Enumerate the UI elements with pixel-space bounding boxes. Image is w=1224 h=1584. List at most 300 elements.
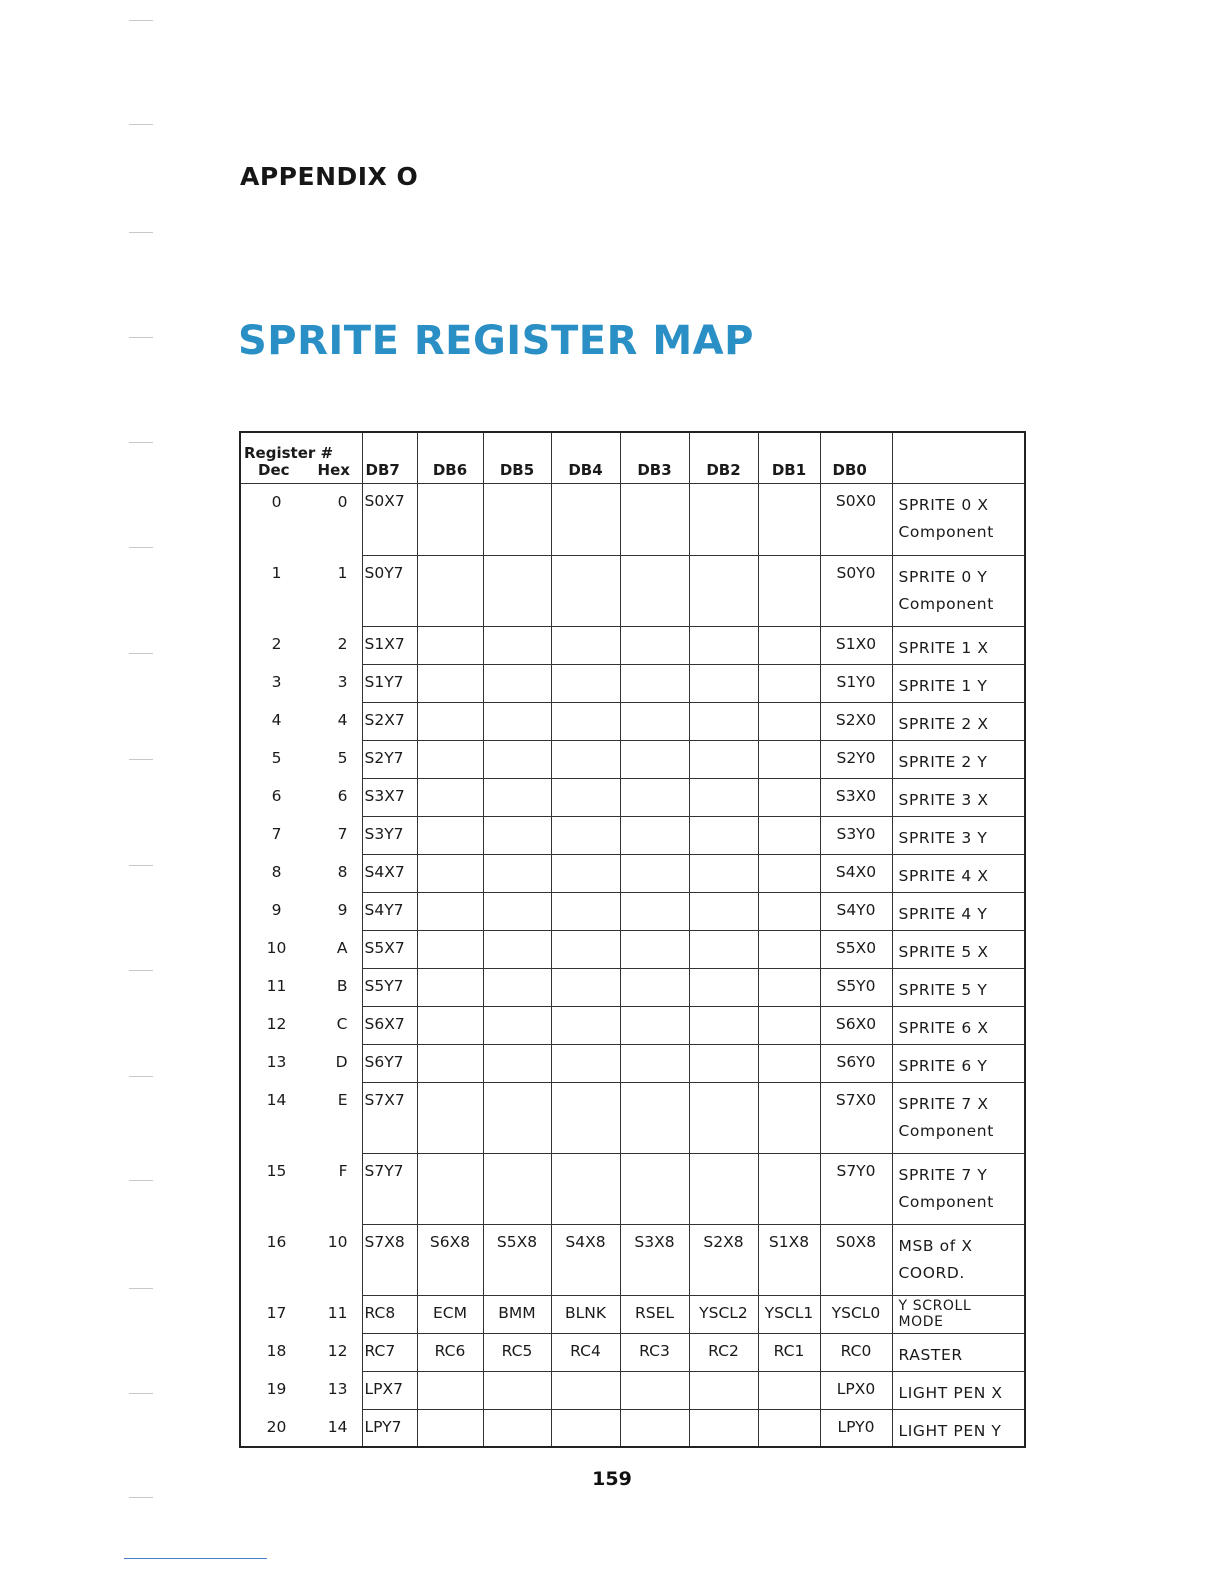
bit-cell bbox=[483, 1409, 551, 1447]
description-line: SPRITE 3 X bbox=[898, 790, 989, 809]
bit-cell bbox=[551, 484, 620, 556]
edge-mark bbox=[129, 865, 153, 866]
bit-cell bbox=[483, 854, 551, 892]
bit-cell bbox=[551, 664, 620, 702]
bit-cell bbox=[689, 816, 758, 854]
bit-cell bbox=[758, 1371, 820, 1409]
bit-cell bbox=[758, 778, 820, 816]
description-line: SPRITE 7 X bbox=[898, 1094, 989, 1113]
description-line: Y SCROLL bbox=[898, 1297, 972, 1314]
bit-cell bbox=[483, 930, 551, 968]
register-hex: 12 bbox=[327, 1342, 348, 1360]
bit-cell bbox=[758, 626, 820, 664]
description-line: SPRITE 5 Y bbox=[898, 980, 988, 999]
bit-cell: S3X8 bbox=[620, 1224, 689, 1295]
bit-cell: S0X8 bbox=[820, 1224, 892, 1295]
edge-mark bbox=[129, 442, 153, 443]
bit-cell bbox=[417, 484, 483, 556]
bit-cell: S2X7 bbox=[362, 702, 417, 740]
bit-cell bbox=[483, 816, 551, 854]
bit-cell: S2X0 bbox=[820, 702, 892, 740]
description-line: SPRITE 4 Y bbox=[898, 904, 988, 923]
bit-cell: S1X7 bbox=[362, 626, 417, 664]
register-hex: 2 bbox=[337, 635, 348, 653]
edge-mark bbox=[129, 20, 153, 21]
bit-cell bbox=[417, 1153, 483, 1224]
register-hex: C bbox=[336, 1015, 348, 1033]
register-description bbox=[892, 968, 1025, 1006]
register-description bbox=[892, 816, 1025, 854]
hex-label: Hex bbox=[317, 461, 350, 479]
register-dec: 3 bbox=[240, 664, 312, 702]
bit-cell: S1X8 bbox=[758, 1224, 820, 1295]
bit-cell bbox=[689, 1409, 758, 1447]
register-dec: 20 bbox=[240, 1409, 312, 1447]
description-line: SPRITE 6 X bbox=[898, 1018, 989, 1037]
bit-cell: RC4 bbox=[551, 1333, 620, 1371]
bit-header: DB1 bbox=[758, 432, 820, 484]
bit-cell: BMM bbox=[483, 1295, 551, 1333]
register-hex: B bbox=[336, 977, 348, 995]
table-row bbox=[240, 778, 1025, 816]
bit-cell bbox=[551, 1006, 620, 1044]
register-description bbox=[892, 930, 1025, 968]
register-dec: 2 bbox=[240, 626, 312, 664]
bit-cell bbox=[417, 854, 483, 892]
edge-mark bbox=[129, 124, 153, 125]
bit-cell bbox=[483, 1371, 551, 1409]
description-line-2: COORD. bbox=[898, 1263, 965, 1282]
register-description bbox=[892, 892, 1025, 930]
register-description bbox=[892, 1224, 1025, 1295]
edge-mark bbox=[129, 653, 153, 654]
register-description bbox=[892, 1082, 1025, 1153]
bit-cell bbox=[417, 702, 483, 740]
bit-cell bbox=[620, 1409, 689, 1447]
bit-cell: S7Y0 bbox=[820, 1153, 892, 1224]
bit-header: DB2 bbox=[689, 432, 758, 484]
register-dec: 10 bbox=[240, 930, 312, 968]
bit-cell: S7X0 bbox=[820, 1082, 892, 1153]
bit-cell bbox=[483, 555, 551, 626]
table-row bbox=[240, 968, 1025, 1006]
register-description bbox=[892, 664, 1025, 702]
register-description bbox=[892, 626, 1025, 664]
table-row bbox=[240, 816, 1025, 854]
appendix-heading: APPENDIX O bbox=[240, 162, 419, 191]
register-hex: 8 bbox=[337, 863, 348, 881]
bit-cell: LPX0 bbox=[820, 1371, 892, 1409]
description-line: RASTER bbox=[898, 1345, 963, 1364]
bit-cell bbox=[758, 1044, 820, 1082]
table-row bbox=[240, 740, 1025, 778]
bit-cell bbox=[551, 555, 620, 626]
bit-header: DB4 bbox=[551, 432, 620, 484]
bit-cell: RC2 bbox=[689, 1333, 758, 1371]
bit-cell: S3Y7 bbox=[362, 816, 417, 854]
bit-cell bbox=[551, 1044, 620, 1082]
bit-cell bbox=[758, 740, 820, 778]
edge-mark bbox=[129, 970, 153, 971]
bit-cell: RC3 bbox=[620, 1333, 689, 1371]
bit-cell bbox=[689, 740, 758, 778]
register-dec: 6 bbox=[240, 778, 312, 816]
bit-cell: YSCL2 bbox=[689, 1295, 758, 1333]
register-description bbox=[892, 1295, 1025, 1333]
bit-cell: RC0 bbox=[820, 1333, 892, 1371]
bit-cell: RC5 bbox=[483, 1333, 551, 1371]
bit-cell: S4X7 bbox=[362, 854, 417, 892]
bit-cell bbox=[620, 1371, 689, 1409]
bit-cell: S6X7 bbox=[362, 1006, 417, 1044]
register-hex: E bbox=[337, 1091, 348, 1109]
bit-cell bbox=[758, 702, 820, 740]
register-dec: 7 bbox=[240, 816, 312, 854]
register-hex: 9 bbox=[337, 901, 348, 919]
edge-mark bbox=[129, 547, 153, 548]
bit-cell bbox=[620, 892, 689, 930]
bit-cell: S2X8 bbox=[689, 1224, 758, 1295]
register-description bbox=[892, 1153, 1025, 1224]
bit-cell: RSEL bbox=[620, 1295, 689, 1333]
bit-cell: S3X7 bbox=[362, 778, 417, 816]
register-hex: 13 bbox=[327, 1380, 348, 1398]
description-line: SPRITE 0 Y bbox=[898, 567, 988, 586]
bit-cell bbox=[551, 854, 620, 892]
bit-cell: S1X0 bbox=[820, 626, 892, 664]
register-hex: 3 bbox=[337, 673, 348, 691]
table-row bbox=[240, 930, 1025, 968]
bit-cell: BLNK bbox=[551, 1295, 620, 1333]
bit-cell bbox=[551, 702, 620, 740]
bit-cell: S5X7 bbox=[362, 930, 417, 968]
table-row bbox=[240, 555, 1025, 626]
bit-cell: YSCL0 bbox=[820, 1295, 892, 1333]
bit-cell bbox=[483, 892, 551, 930]
description-line: SPRITE 3 Y bbox=[898, 828, 988, 847]
description-line-2: Component bbox=[898, 523, 994, 541]
table-row bbox=[240, 702, 1025, 740]
bit-cell bbox=[689, 892, 758, 930]
table-row bbox=[240, 626, 1025, 664]
register-description bbox=[892, 1409, 1025, 1447]
edge-mark bbox=[129, 232, 153, 233]
bit-cell: RC6 bbox=[417, 1333, 483, 1371]
bit-cell: LPY0 bbox=[820, 1409, 892, 1447]
bit-cell: S4Y7 bbox=[362, 892, 417, 930]
bit-cell: S3X0 bbox=[820, 778, 892, 816]
bit-cell: S0Y7 bbox=[362, 555, 417, 626]
bit-cell bbox=[758, 854, 820, 892]
bit-cell bbox=[620, 740, 689, 778]
bit-cell bbox=[758, 968, 820, 1006]
edge-mark bbox=[129, 759, 153, 760]
register-dec: 12 bbox=[240, 1006, 312, 1044]
edge-mark bbox=[129, 1288, 153, 1289]
register-hex: F bbox=[338, 1162, 348, 1180]
bit-cell bbox=[689, 626, 758, 664]
register-dec: 17 bbox=[240, 1295, 312, 1333]
description-line-2: MODE bbox=[898, 1313, 944, 1330]
bit-cell bbox=[417, 740, 483, 778]
bit-cell bbox=[689, 555, 758, 626]
bit-cell bbox=[620, 664, 689, 702]
bit-cell bbox=[483, 1082, 551, 1153]
bit-cell: YSCL1 bbox=[758, 1295, 820, 1333]
bit-cell bbox=[758, 1006, 820, 1044]
register-description bbox=[892, 1333, 1025, 1371]
table-row bbox=[240, 1006, 1025, 1044]
table-row bbox=[240, 854, 1025, 892]
bit-cell bbox=[620, 1044, 689, 1082]
bit-cell: S3Y0 bbox=[820, 816, 892, 854]
bit-cell bbox=[483, 484, 551, 556]
bit-cell bbox=[551, 626, 620, 664]
bit-cell bbox=[483, 626, 551, 664]
bit-cell: RC8 bbox=[362, 1295, 417, 1333]
description-line: LIGHT PEN X bbox=[898, 1383, 1003, 1402]
bit-cell bbox=[620, 1082, 689, 1153]
bit-cell bbox=[417, 1006, 483, 1044]
edge-mark bbox=[129, 337, 153, 338]
bit-cell: S2Y0 bbox=[820, 740, 892, 778]
bit-cell bbox=[417, 1409, 483, 1447]
bit-cell bbox=[417, 1082, 483, 1153]
bit-cell: S1Y7 bbox=[362, 664, 417, 702]
register-dec: 19 bbox=[240, 1371, 312, 1409]
register-hex: 4 bbox=[337, 711, 348, 729]
description-line: SPRITE 4 X bbox=[898, 866, 989, 885]
bit-cell bbox=[417, 816, 483, 854]
register-description bbox=[892, 1044, 1025, 1082]
register-dec: 1 bbox=[240, 555, 312, 626]
bit-cell bbox=[417, 1371, 483, 1409]
description-line-2: Component bbox=[898, 1192, 994, 1211]
bit-cell bbox=[620, 968, 689, 1006]
register-hex: 11 bbox=[327, 1304, 348, 1322]
bit-cell: RC1 bbox=[758, 1333, 820, 1371]
bit-cell bbox=[758, 555, 820, 626]
description-line-2: Component bbox=[898, 1121, 994, 1140]
description-line: SPRITE 5 X bbox=[898, 942, 989, 961]
page-number: 159 bbox=[592, 1468, 632, 1490]
bit-cell bbox=[551, 816, 620, 854]
bit-cell: S7X8 bbox=[362, 1224, 417, 1295]
bit-cell bbox=[483, 702, 551, 740]
bit-cell bbox=[551, 1371, 620, 1409]
register-description bbox=[892, 702, 1025, 740]
edge-mark bbox=[129, 1497, 153, 1498]
bit-header: DB3 bbox=[620, 432, 689, 484]
register-hex: 5 bbox=[337, 749, 348, 767]
register-dec: 4 bbox=[240, 702, 312, 740]
register-hex: 0 bbox=[337, 493, 348, 511]
table-body bbox=[240, 484, 1025, 1448]
bit-cell bbox=[758, 664, 820, 702]
register-hex: 6 bbox=[337, 787, 348, 805]
bit-cell bbox=[689, 1153, 758, 1224]
bit-cell bbox=[483, 1006, 551, 1044]
register-description bbox=[892, 778, 1025, 816]
bit-header: DB5 bbox=[483, 432, 551, 484]
bit-cell: S6Y7 bbox=[362, 1044, 417, 1082]
bit-cell bbox=[620, 702, 689, 740]
edge-mark bbox=[129, 1180, 153, 1181]
bit-cell bbox=[551, 1082, 620, 1153]
bit-cell bbox=[483, 778, 551, 816]
register-description bbox=[892, 1006, 1025, 1044]
register-column-header bbox=[240, 432, 362, 484]
bit-cell bbox=[483, 1044, 551, 1082]
bit-cell bbox=[551, 740, 620, 778]
bit-cell bbox=[620, 778, 689, 816]
bit-cell: LPX7 bbox=[362, 1371, 417, 1409]
bit-cell bbox=[620, 1153, 689, 1224]
bit-cell bbox=[417, 626, 483, 664]
bit-cell bbox=[689, 484, 758, 556]
register-hex: A bbox=[336, 939, 348, 957]
bit-cell: S7Y7 bbox=[362, 1153, 417, 1224]
bit-cell bbox=[417, 555, 483, 626]
register-label: Register # bbox=[244, 444, 334, 462]
bit-cell: RC7 bbox=[362, 1333, 417, 1371]
bit-cell: S4Y0 bbox=[820, 892, 892, 930]
register-description bbox=[892, 484, 1025, 556]
bit-cell bbox=[417, 1044, 483, 1082]
table-row bbox=[240, 664, 1025, 702]
bit-cell bbox=[483, 664, 551, 702]
bit-cell bbox=[758, 1409, 820, 1447]
bit-cell: S4X0 bbox=[820, 854, 892, 892]
table-row bbox=[240, 1295, 1025, 1333]
table-row bbox=[240, 1044, 1025, 1082]
register-dec: 8 bbox=[240, 854, 312, 892]
bit-cell bbox=[417, 930, 483, 968]
bit-cell bbox=[483, 740, 551, 778]
register-dec: 13 bbox=[240, 1044, 312, 1082]
bit-cell: S0Y0 bbox=[820, 555, 892, 626]
description-line: SPRITE 2 X bbox=[898, 714, 989, 733]
description-header bbox=[892, 432, 1025, 484]
bit-cell bbox=[620, 854, 689, 892]
bit-cell: S0X7 bbox=[362, 484, 417, 556]
bit-cell: S6X0 bbox=[820, 1006, 892, 1044]
bit-cell bbox=[620, 930, 689, 968]
register-dec: 18 bbox=[240, 1333, 312, 1371]
bit-cell bbox=[758, 1153, 820, 1224]
register-hex: 14 bbox=[327, 1418, 348, 1436]
table-row bbox=[240, 1082, 1025, 1153]
bit-cell bbox=[689, 1371, 758, 1409]
table-row bbox=[240, 484, 1025, 556]
bit-header: DB0 bbox=[820, 432, 892, 484]
bit-cell bbox=[689, 1044, 758, 1082]
bit-cell: S1Y0 bbox=[820, 664, 892, 702]
description-line: SPRITE 6 Y bbox=[898, 1056, 988, 1075]
bit-cell bbox=[758, 816, 820, 854]
table-row bbox=[240, 1409, 1025, 1447]
bit-cell: S2Y7 bbox=[362, 740, 417, 778]
register-hex: 10 bbox=[327, 1233, 348, 1251]
bit-cell bbox=[417, 968, 483, 1006]
bit-cell bbox=[483, 968, 551, 1006]
bit-cell bbox=[551, 778, 620, 816]
bit-cell bbox=[417, 892, 483, 930]
bit-cell bbox=[551, 892, 620, 930]
register-dec: 14 bbox=[240, 1082, 312, 1153]
bit-cell bbox=[620, 484, 689, 556]
table-row bbox=[240, 1371, 1025, 1409]
bit-cell bbox=[689, 930, 758, 968]
edge-mark bbox=[129, 1076, 153, 1077]
bit-cell: ECM bbox=[417, 1295, 483, 1333]
bottom-rule bbox=[124, 1558, 267, 1559]
bit-cell bbox=[551, 1409, 620, 1447]
description-line: MSB of X bbox=[898, 1236, 973, 1255]
bit-cell bbox=[551, 968, 620, 1006]
table-row bbox=[240, 1333, 1025, 1371]
description-line: SPRITE 2 Y bbox=[898, 752, 988, 771]
description-line: SPRITE 1 X bbox=[898, 638, 989, 657]
bit-cell: S7X7 bbox=[362, 1082, 417, 1153]
register-description bbox=[892, 1371, 1025, 1409]
dec-label: Dec bbox=[258, 461, 290, 479]
bit-cell bbox=[689, 1006, 758, 1044]
bit-cell bbox=[620, 816, 689, 854]
register-description bbox=[892, 555, 1025, 626]
bit-cell bbox=[551, 1153, 620, 1224]
register-dec: 0 bbox=[240, 484, 312, 556]
register-dec: 15 bbox=[240, 1153, 312, 1224]
register-hex: 1 bbox=[337, 564, 348, 582]
bit-cell: S5X8 bbox=[483, 1224, 551, 1295]
description-line: LIGHT PEN Y bbox=[898, 1421, 1002, 1440]
bit-cell bbox=[758, 1082, 820, 1153]
bit-cell bbox=[689, 854, 758, 892]
bit-cell: S5X0 bbox=[820, 930, 892, 968]
bit-cell bbox=[689, 1082, 758, 1153]
sprite-register-table bbox=[239, 431, 1026, 1448]
description-line: SPRITE 0 X bbox=[898, 496, 989, 514]
bit-header: DB6 bbox=[417, 432, 483, 484]
register-dec: 11 bbox=[240, 968, 312, 1006]
description-line: SPRITE 1 Y bbox=[898, 676, 988, 695]
edge-mark bbox=[129, 1393, 153, 1394]
bit-cell bbox=[758, 484, 820, 556]
bit-cell bbox=[758, 892, 820, 930]
register-dec: 16 bbox=[240, 1224, 312, 1295]
bit-cell bbox=[689, 778, 758, 816]
bit-cell: S0X0 bbox=[820, 484, 892, 556]
bit-cell bbox=[620, 626, 689, 664]
register-hex: D bbox=[335, 1053, 348, 1071]
bit-cell: S4X8 bbox=[551, 1224, 620, 1295]
bit-cell: S5Y7 bbox=[362, 968, 417, 1006]
bit-cell bbox=[689, 968, 758, 1006]
bit-cell bbox=[689, 702, 758, 740]
bit-cell bbox=[483, 1153, 551, 1224]
bit-cell bbox=[417, 778, 483, 816]
description-line-2: Component bbox=[898, 594, 994, 613]
bit-cell: S6X8 bbox=[417, 1224, 483, 1295]
table-row bbox=[240, 1224, 1025, 1295]
register-dec: 5 bbox=[240, 740, 312, 778]
bit-header: DB7 bbox=[362, 432, 417, 484]
register-description bbox=[892, 854, 1025, 892]
table-row bbox=[240, 892, 1025, 930]
page-title: SPRITE REGISTER MAP bbox=[238, 318, 754, 364]
bit-cell bbox=[620, 555, 689, 626]
